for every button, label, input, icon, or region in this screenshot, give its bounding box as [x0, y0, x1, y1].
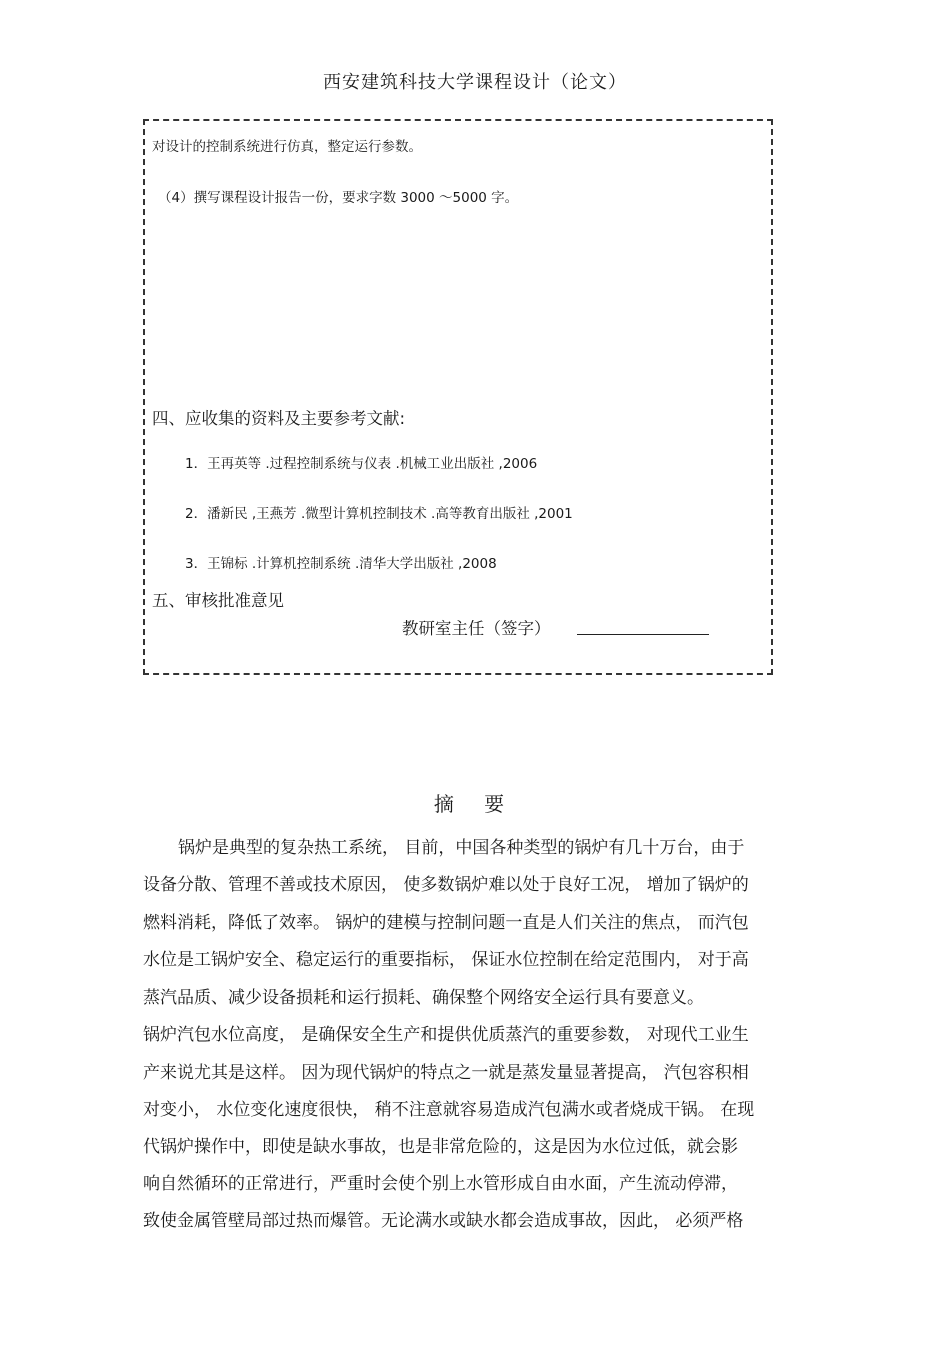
abstract-line: 水位是工锅炉安全、稳定运行的重要指标， 保证水位控制在给定范围内， 对于高: [143, 950, 749, 970]
abstract-line: 响自然循环的正常进行，严重时会使个别上水管形成自由水面，产生流动停滞，: [143, 1174, 738, 1194]
abstract-line: 锅炉汽包水位高度， 是确保安全生产和提供优质蒸汽的重要参数， 对现代工业生: [143, 1025, 749, 1045]
abstract-line: 产来说尤其是这样。 因为现代锅炉的特点之一就是蒸发量显著提高， 汽包容积相: [143, 1063, 749, 1083]
task-line: 对设计的控制系统进行仿真，整定运行参数。: [152, 139, 422, 155]
abstract-line: 锅炉是典型的复杂热工系统， 目前，中国各种类型的锅炉有几十万台，由于: [178, 838, 745, 858]
abstract-line: 对变小， 水位变化速度很快， 稍不注意就容易造成汽包满水或者烧成干锅。 在现: [143, 1100, 755, 1120]
abstract-line: 燃料消耗，降低了效率。 锅炉的建模与控制问题一直是人们关注的焦点， 而汽包: [143, 913, 749, 933]
abstract-line: 代锅炉操作中，即使是缺水事故，也是非常危险的，这是因为水位过低，就会影: [143, 1137, 738, 1157]
section-5-title: 五、审核批准意见: [152, 591, 284, 610]
reference-item: 3．王锦标 .计算机控制系统 .清华大学出版社 ,2008: [185, 556, 497, 572]
abstract-line: 蒸汽品质、减少设备损耗和运行损耗、确保整个网络安全运行具有要意义。: [143, 988, 704, 1008]
signature-line: [577, 634, 709, 635]
signature-label: 教研室主任（签字）: [402, 619, 551, 638]
abstract-line: 致使金属管壁局部过热而爆管。无论满水或缺水都会造成事故，因此， 必须严格: [143, 1211, 744, 1231]
abstract-title: 摘 要: [433, 792, 517, 816]
reference-item: 2．潘新民 ,王燕芳 .微型计算机控制技术 .高等教育出版社 ,2001: [185, 506, 573, 522]
page-header: 西安建筑科技大学课程设计（论文）: [323, 72, 627, 93]
task-item-4: （4）撰写课程设计报告一份，要求字数 3000 ～5000 字。: [158, 190, 519, 206]
abstract-line: 设备分散、管理不善或技术原因， 使多数锅炉难以处于良好工况， 增加了锅炉的: [143, 875, 749, 895]
section-4-title: 四、应收集的资料及主要参考文献:: [152, 409, 406, 428]
reference-item: 1．王再英等 .过程控制系统与仪表 .机械工业出版社 ,2006: [185, 456, 538, 472]
